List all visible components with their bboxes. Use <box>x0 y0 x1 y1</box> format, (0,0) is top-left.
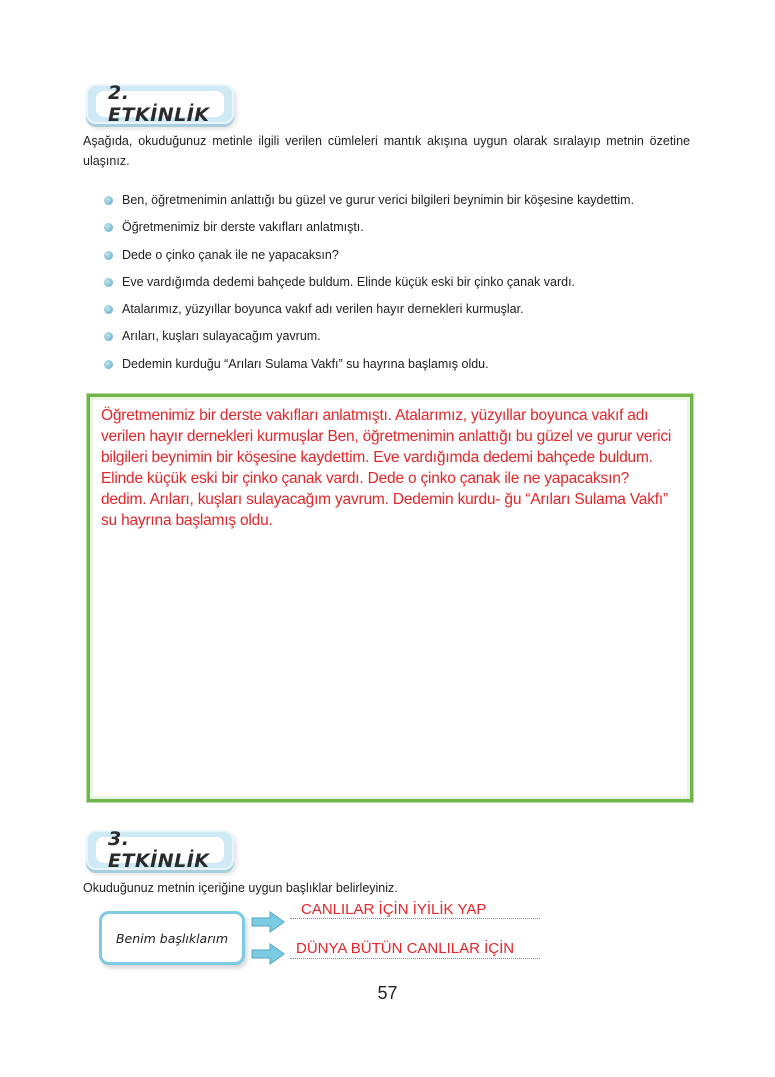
bullet-dot-icon <box>104 251 113 260</box>
activity-2-title: 2. ETKİNLİK <box>96 91 224 117</box>
list-item <box>104 219 634 246</box>
my-titles-label: Benim başlıklarım <box>99 911 245 965</box>
page-number: 57 <box>377 983 398 1003</box>
bullet-dot-icon <box>104 223 113 232</box>
bullet-dot-icon <box>104 305 113 314</box>
arrow-right-icon <box>250 910 286 934</box>
sentence-list <box>104 192 634 383</box>
bullet-dot-icon <box>104 332 113 341</box>
activity-3-title: 3. ETKİNLİK <box>96 837 224 863</box>
list-item <box>104 192 634 219</box>
list-item <box>104 274 634 301</box>
activity-3-instructions: Okuduğunuz metnin içeriğine uygun başlıklar belirleyiniz. <box>83 881 398 895</box>
list-item <box>104 328 634 355</box>
list-item <box>104 301 634 328</box>
title-answer-2: DÜNYA BÜTÜN CANLILAR İÇİN <box>296 940 515 957</box>
list-item <box>104 247 634 274</box>
sentence-text: Atalarımız, yüzyıllar boyunca vakıf adı verilen hayır dernekleri kurmuşlar. <box>122 302 524 317</box>
title-answer-1: CANLILAR İÇİN İYİLİK YAP <box>301 901 487 918</box>
sentence-text: Arıları, kuşları sulayacağım yavrum. <box>122 329 321 344</box>
bullet-dot-icon <box>104 196 113 205</box>
sentence-text: Eve vardığımda dedemi bahçede buldum. Elinde küçük eski bir çinko çanak vardı. <box>122 274 576 289</box>
sentence-text: Ben, öğretmenimin anlattığı bu güzel ve gurur verici bilgileri beynimin bir köşesine kaydettim. <box>122 193 635 207</box>
sentence-text: Dede o çinko çanak ile ne yapacaksın? <box>122 247 339 262</box>
handwritten-answer: Öğretmenimiz bir derste vakıfları anlatmıştı. Atalarımız, yüzyıllar boyunca vakıf adı verilen hayır dernekleri kurmuşlar Ben, öğretmenimin anlattığı bu güzel ve gurur verici bilgileri beynimin bir köşesine kaydettim. Eve vardığımda dedemi bahçede buldum. Elinde küçük eski bir çinko çanak vardı. Dede o çinko çanak ile ne yapacaksın? dedim. Arıları, kuşları sulayacağım yavrum. Dedemin kurdu- ğu “Arıları Sulama Vakfı” su hayrına başlamış oldu. <box>101 407 672 529</box>
activity-2-header <box>86 84 234 124</box>
list-item <box>104 356 634 383</box>
activity-3-header <box>86 830 234 870</box>
sentence-text: Dedemin kurduğu “Arıları Sulama Vakfı” su hayrına başlamış oldu. <box>122 356 489 371</box>
sentence-text: Öğretmenimiz bir derste vakıfları anlatmıştı. <box>122 220 364 235</box>
arrow-right-icon <box>250 942 286 966</box>
bullet-dot-icon <box>104 360 113 369</box>
bullet-dot-icon <box>104 278 113 287</box>
activity-2-instructions: Aşağıda, okuduğunuz metinle ilgili verilen cümleleri mantık akışına uygun olarak sıralayıp metnin özetine ulaşınız. <box>83 134 690 168</box>
